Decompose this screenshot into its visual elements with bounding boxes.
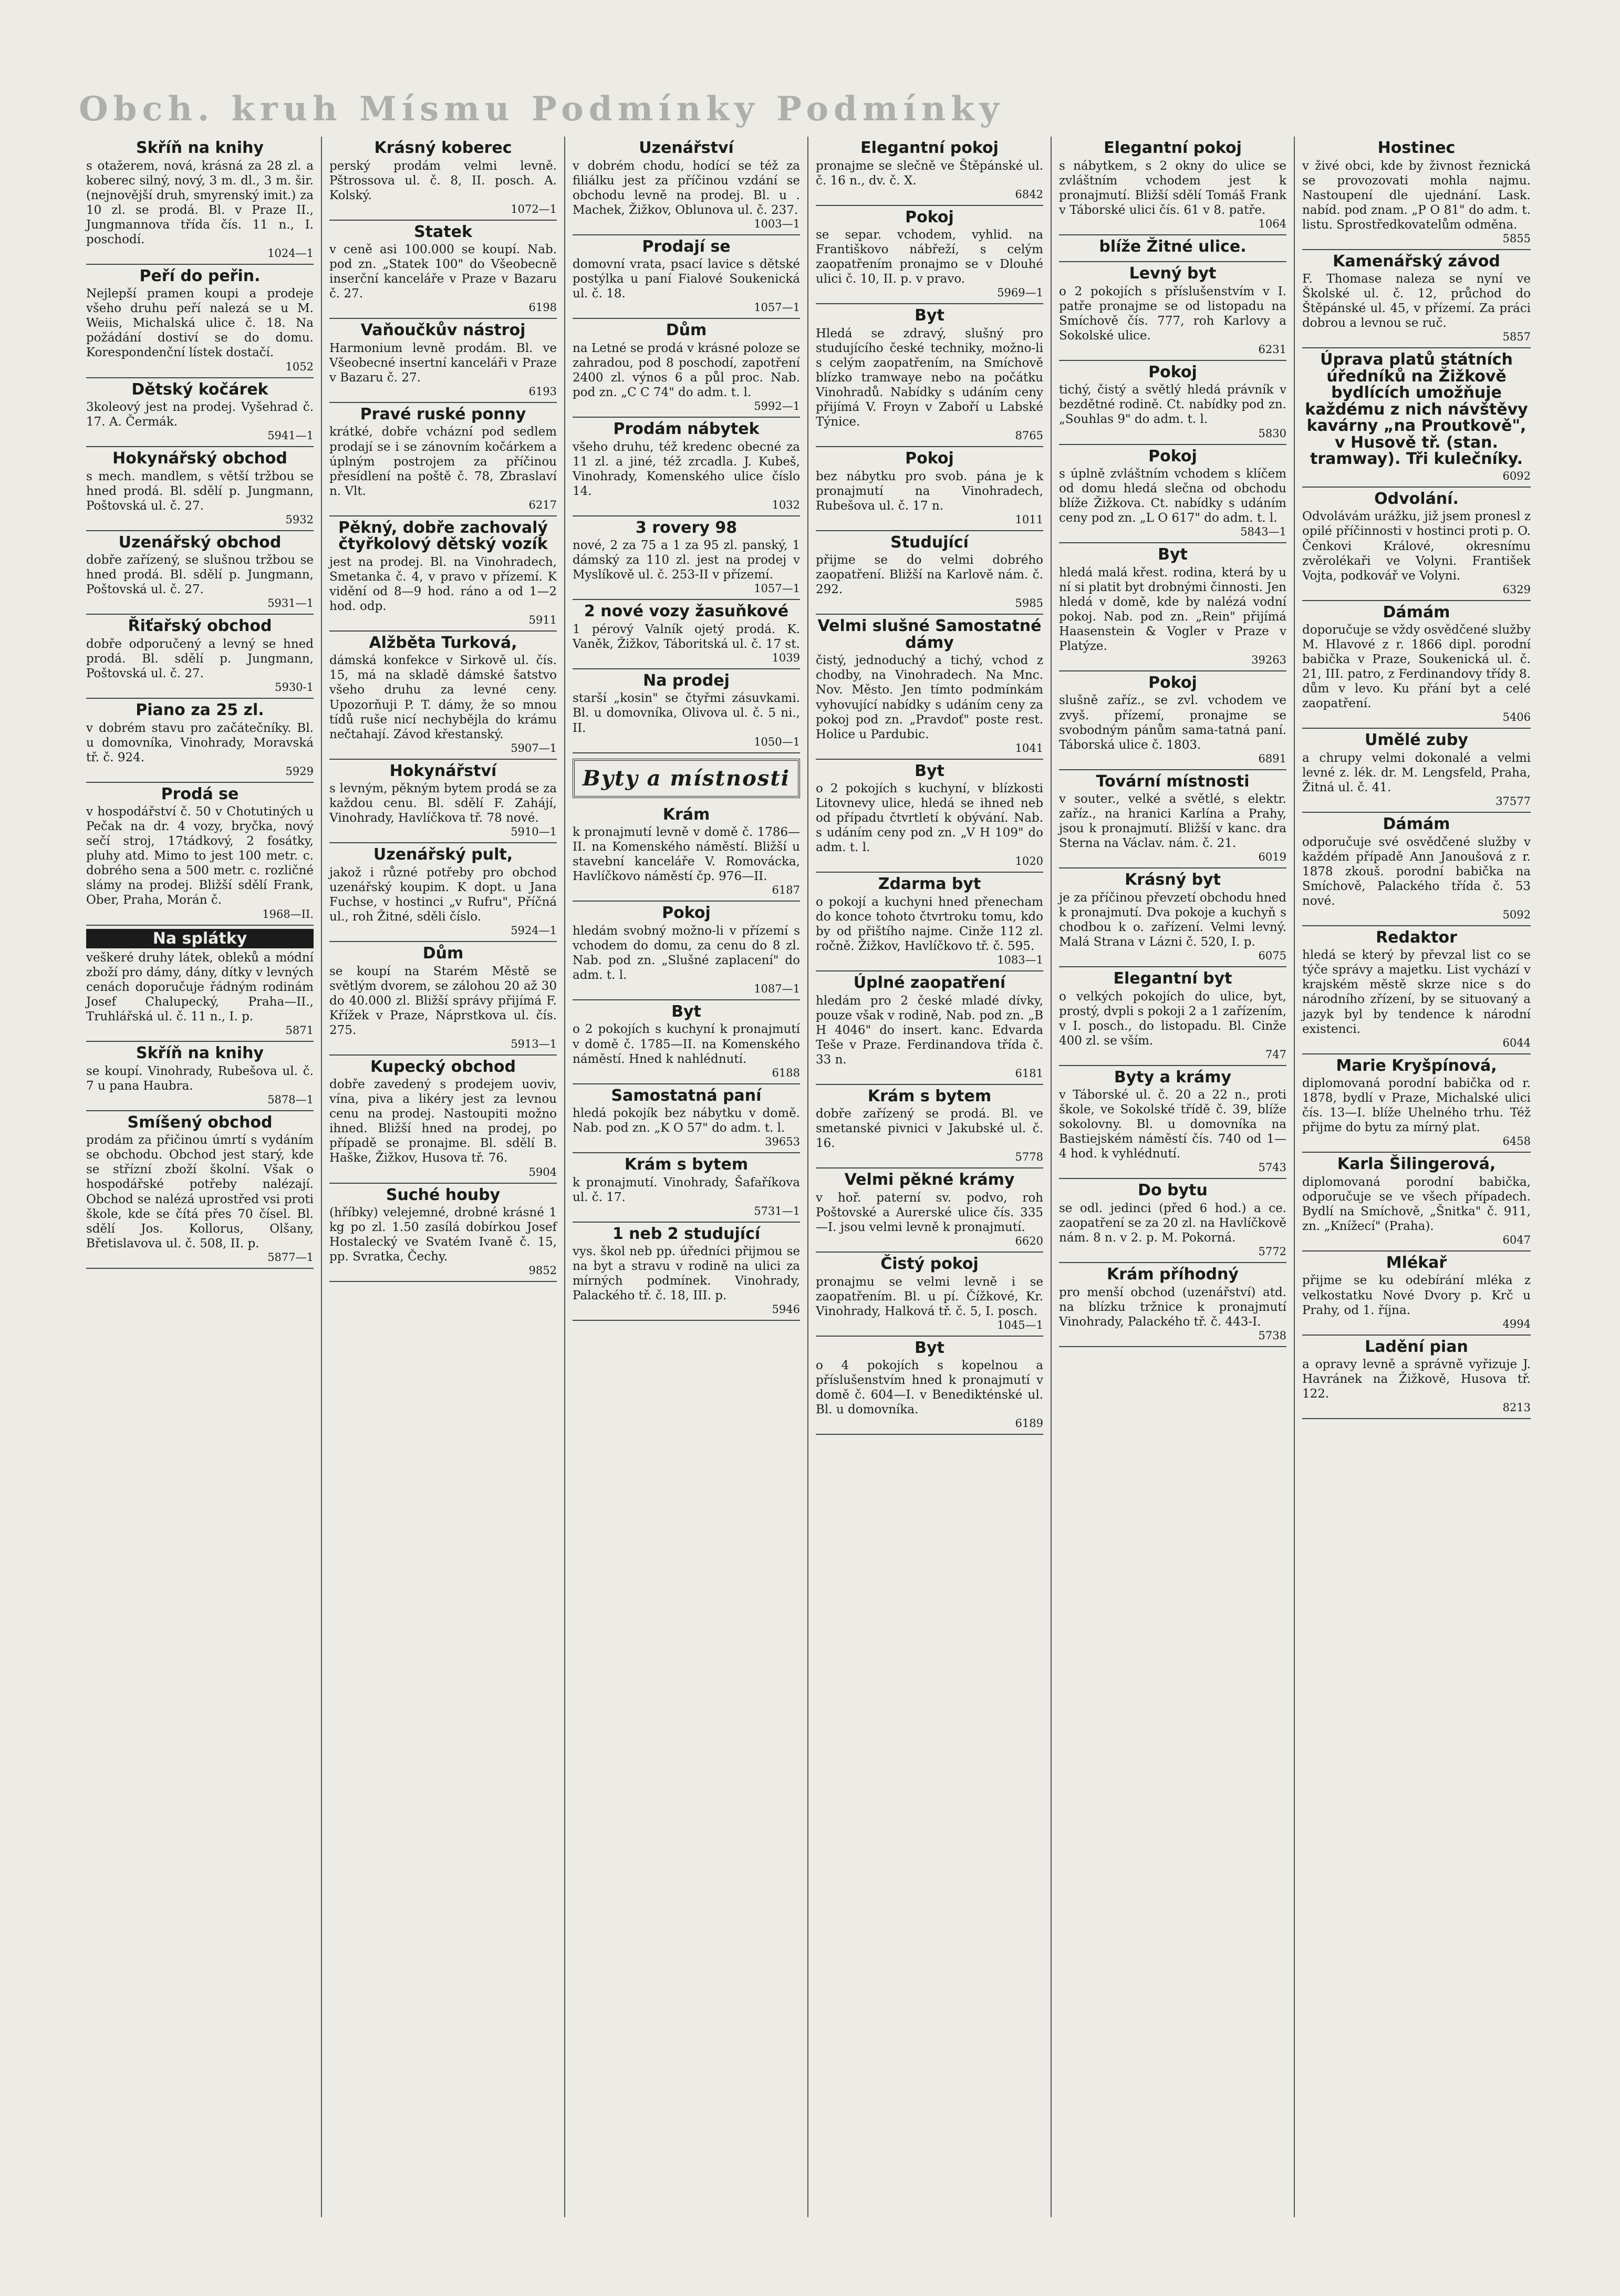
- ad-reference: 5778: [1015, 1151, 1043, 1164]
- classified-ad: [86, 615, 314, 699]
- classified-ad: [86, 926, 314, 1042]
- ad-text: v ceně asi 100.000 se koupí. Nab. pod zn. „Statek 100" do Všeobecně inserční kanceláře v Praze v Bazaru č. 27.: [329, 243, 557, 301]
- ad-heading: Uzenářství: [639, 139, 734, 157]
- classified-ad: [329, 137, 557, 221]
- ad-heading: Studující: [890, 533, 969, 552]
- ad-reference: 5907—1: [511, 741, 557, 754]
- ad-text: s levným, pěkným bytem prodá se za každou cenu. Bl. sdělí F. Zahájí, Vinohrady, Havlíčkova tř. 78 nové.: [329, 782, 557, 825]
- ad-text: se koupí na Starém Městě se světlým dvorem, se zálohou 20 až 30 do 40.000 zl. Bližší správy přijímá F. Křížek v Praze, Náprstkova ul. čís. 275.: [329, 964, 557, 1037]
- ad-reference: 5878—1: [267, 1093, 314, 1106]
- ad-heading: blíže Žitné ulice.: [1099, 237, 1247, 256]
- ad-text: hledá malá křest. rodina, která by u ní si platit byt drobnými činnosti. Jen hledá v domě, kde by nalézá vodní pokoj. Nab. pod zn. „Rein" přijímá Haasenstein & Vogler v Praze v Platýze.: [1059, 565, 1286, 653]
- classified-ad: [1302, 1336, 1531, 1420]
- ad-reference: 1072—1: [511, 202, 557, 215]
- ad-text: dobře zavedený s prodejem uoviv, vína, piva a likéry jest za levnou cenu na prodej. Nastoupiti možno ihned. Bližší hned na prodej, po případě se pronajme. Bl. sdělí B. Haške, Žižkov, Husova tř. 76.: [329, 1078, 557, 1165]
- ad-text: doporučuje se vždy osvědčené služby M. Hlavové z r. 1866 dipl. porodní babička v Praze, Soukenická ul. č. 21, III. patro, z Ferdinandovy třídy 8. dům v levo. Ku přání byt a celé zaopatření.: [1302, 623, 1531, 711]
- classified-ad: [816, 760, 1043, 873]
- ad-heading: Pokoj: [905, 208, 954, 226]
- classified-ad: [329, 760, 557, 844]
- ad-heading: Byt: [1158, 545, 1188, 564]
- classified-ad: [1059, 770, 1286, 869]
- ad-heading: Redaktor: [1376, 928, 1457, 947]
- ad-heading: Byty a krámy: [1114, 1068, 1232, 1087]
- ad-text: dobře zařízený se prodá. Bl. ve smetanské pivnici v Jakubské ul. č. 16.: [816, 1107, 1043, 1151]
- classified-ad: [329, 403, 557, 516]
- classified-columns: [79, 137, 1539, 2217]
- ad-reference: 5932: [285, 513, 314, 526]
- ad-heading: Pokoj: [1148, 447, 1197, 466]
- classified-ad: [816, 615, 1043, 759]
- ad-reference: 5871: [285, 1024, 314, 1037]
- ad-reference: 6620: [1015, 1235, 1043, 1248]
- ad-heading: Samostatná paní: [611, 1086, 762, 1105]
- ad-text: veškeré druhy látek, obleků a módní zboží pro dámy, dány, dítky v levných cenách doporučuje řádným rodinám Josef Chalupecký, Praha—II., Truhlářská ul. č. 11 n., I. p.: [86, 951, 314, 1024]
- ad-heading: Dětský kočárek: [131, 380, 268, 399]
- ad-reference: 6189: [1015, 1417, 1043, 1430]
- ad-reference: 5092: [1502, 908, 1531, 921]
- ad-text: je za příčinou převzetí obchodu hned k pronajmutí. Dva pokoje a kuchyň s chodbou k o. zařízení. Velmi levný. Malá Strana v Lázni č. 520, I. p.: [1059, 891, 1286, 949]
- ad-text: odporučuje své osvědčené služby v každém případě Ann Janoušová z r. 1878 zkouš. porodní babička na Smíchově, Palackého třída č. 53 nové.: [1302, 835, 1531, 908]
- ad-reference: 39653: [765, 1135, 800, 1149]
- ad-text: o pokojí a kuchyni hned přenecham do konce tohoto čtvrtroku tomu, kdo by od přištího najme. Cinže 112 zl. ročně. Žižkov, Havlíčkovo tř. č. 595.: [816, 895, 1043, 954]
- classified-ad: [86, 699, 314, 783]
- ad-heading: Odvolání.: [1374, 489, 1459, 508]
- classified-ad: [1059, 1179, 1286, 1263]
- classified-ad: [573, 418, 800, 516]
- ad-reference: 1024—1: [267, 246, 314, 260]
- ad-reference: 5911: [528, 613, 557, 626]
- ad-text: přijme se do velmi dobrého zaopatření. Bližší na Karlově nám. č. 292.: [816, 553, 1043, 597]
- ad-text: dámská konfekce v Sirkově ul. čís. 15, má na skladě dámské šatstvo všeho druhu za levné ceny. Upozorňuji P. T. dámy, že so mnou tídů ruše nicí nechybějla do krámu nečtahají. Závod křestanský.: [329, 654, 557, 741]
- ad-text: vys. škol neb pp. úředníci přijmou se na byt a stravu v rodině na ulici za mírných podmínek. Vinohrady, Palackého tř. č. 18, III. p.: [573, 1245, 800, 1303]
- classified-ad: [816, 304, 1043, 447]
- ad-heading: Alžběta Turková,: [369, 633, 517, 652]
- ad-heading: Čistý pokoj: [880, 1255, 979, 1274]
- ad-text: F. Thomase naleza se nyní ve Školské ul. č. 12, průchod do Štěpánské ul. 45, v přízemí. Za práci dobrou a levnou se ruč.: [1302, 272, 1531, 330]
- ad-heading: Do bytu: [1138, 1181, 1208, 1200]
- classified-ad: [329, 1184, 557, 1283]
- ad-text: perský prodám velmi levně. Pštrossova ul. č. 8, II. posch. A. Kolský.: [329, 159, 557, 202]
- ad-reference: 5913—1: [511, 1037, 557, 1050]
- classified-ad: [1302, 137, 1531, 250]
- ad-heading: Pokoj: [1148, 363, 1197, 381]
- ad-reference: 5830: [1258, 427, 1286, 440]
- ad-text: Hledá se zdravý, slušný pro studujícího české techniky, možno-li s celým zaopatřením, na Smíchově blízko tramwaye nebo na počátku Vinohradů. Nabídky s udáním ceny přijímá V. Froyn v Zaboří u Labské Týnice.: [816, 326, 1043, 429]
- ad-heading: Velmi pěkné krámy: [844, 1171, 1015, 1190]
- ad-text: diplomovaná porodní babička od r. 1878, bydlí v Praze, Michalské ulici čís. 13—I. blíže Uhelného trhu. Též přijme do bytu za mírný plat.: [1302, 1077, 1531, 1135]
- classified-ad: [1059, 361, 1286, 445]
- ad-reference: 37577: [1496, 795, 1531, 808]
- ad-text: se separ. vchodem, vyhlid. na Františkovo nábřeží, s celým zaopatřením pronajmo se v Dlouhé ulici č. 10, II. p. v pravo.: [816, 228, 1043, 286]
- ad-reference: 5843—1: [1240, 525, 1286, 539]
- classified-ad: [86, 137, 314, 265]
- ad-text: na Letné se prodá v krásné poloze se zahradou, pod 8 poschodí, zapotření 2400 zl. výnos 6 a půl proc. Nab. pod zn. „C C 74" do adm. t. l.: [573, 341, 800, 399]
- ad-text: prodám za přičinou úmrtí s vydáním se obchodu. Obchod jest starý, kde se střízní zboží školní. Však o hospodářské potřeby nalézají. Obchod se nalézá uprostřed vsi proti škole, kde se čítá přes 70 čísel. Bl. sdělí Jos. Kollorus, Olšany, Břetislavova ul. č. 508, II. p.: [86, 1133, 314, 1250]
- classified-ad: [573, 1084, 800, 1154]
- classified-ad: [573, 902, 800, 1000]
- classified-ad: [816, 971, 1043, 1085]
- classified-ad: [329, 632, 557, 760]
- ad-heading: Pěkný, dobře zachovalý čtyřkolový dětský vozík: [338, 518, 548, 554]
- ad-reference: 5931—1: [267, 597, 314, 610]
- classified-ad: [329, 221, 557, 319]
- ad-text: se odl. jedinci (před 6 hod.) a ce. zaopatření se za 20 zl. na Havlíčkově nám. 8 n. v 2. p. M. Pokorná.: [1059, 1201, 1286, 1245]
- ad-text: všeho druhu, též kredenc obecné za 11 zl. a jiné, též zrcadla. J. Kubeš, Vinohrady, Komenského ulice číslo 14.: [573, 440, 800, 498]
- column-1: [79, 137, 322, 2217]
- ad-heading: Piano za 25 zl.: [136, 701, 264, 720]
- ad-heading: Suché houby: [386, 1185, 501, 1204]
- classified-ad: [573, 235, 800, 319]
- ad-reference: 1032: [772, 498, 800, 511]
- ad-text: bez nábytku pro svob. pána je k pronajmutí na Vinohradech, Rubešova ul. č. 17 n.: [816, 469, 1043, 513]
- classified-ad: [86, 1111, 314, 1269]
- classified-ad: [816, 447, 1043, 531]
- ad-reference: 6198: [528, 301, 557, 314]
- ad-heading: Dům: [422, 944, 464, 963]
- ad-heading: 1 neb 2 studující: [612, 1224, 761, 1243]
- ad-text: hledá se který by převzal list co se týče správy a majetku. List vychází v krajském městě skrze nice s do národního zřízení, by se situovaný a jazyk byl by tendence k národní existenci.: [1302, 948, 1531, 1036]
- ad-heading: Řiťařský obchod: [128, 617, 272, 636]
- ad-reference: 5969—1: [997, 286, 1043, 299]
- classified-ad: [329, 319, 557, 403]
- ad-reference: 5904: [528, 1165, 557, 1178]
- ad-heading: Ladění pian: [1365, 1337, 1468, 1356]
- classified-ad: [816, 531, 1043, 615]
- ad-reference: 5877—1: [267, 1250, 314, 1264]
- ad-text: hledá pokojík bez nábytku v domě. Nab. pod zn. „K O 57" do adm. t. l.: [573, 1106, 800, 1135]
- ad-heading: Uzenářský pult,: [373, 845, 513, 864]
- ad-text: v hospodářství č. 50 v Chotutiných u Pečak na dr. 4 vozy, bryčka, nový sečí stroj, 17tádkový, 2 fosátky, pluhy atd. Mimo to jest 100 metr. c. dobrého sena a 500 metr. c. rozličné slámy na prodej. Bližší sdělí Frank, Ober, Praha, Morán č.: [86, 805, 314, 907]
- classified-ad: [1059, 1263, 1286, 1347]
- ad-reference: 1057—1: [754, 301, 800, 314]
- ad-heading: Zdarma byt: [878, 875, 981, 894]
- ad-heading: Tovární místnosti: [1096, 772, 1250, 791]
- ad-text: 3koleový jest na prodej. Vyšehrad č. 17. A. Čermák.: [86, 400, 314, 429]
- ad-reference: 5930-1: [275, 681, 314, 694]
- ad-reference: 5731—1: [754, 1204, 800, 1217]
- ad-text: s úplně zvláštním vchodem s klíčem od domu hledá slečna od obchodu blíže Žižkova. Ct. nabídky s udáním ceny pod zn. „L O 617" do adm. t. l.: [1059, 467, 1286, 525]
- ad-heading: Elegantní pokoj: [1104, 139, 1242, 157]
- ad-reference: 1083—1: [997, 954, 1043, 967]
- classified-ad: [573, 516, 800, 601]
- ad-text: se koupí. Vinohrady, Rubešova ul. č. 7 u pana Haubra.: [86, 1064, 314, 1093]
- ad-heading: Umělé zuby: [1365, 731, 1468, 750]
- ad-heading: Skříň na knihy: [136, 139, 264, 157]
- ad-reference: 6188: [772, 1066, 800, 1079]
- ad-reference: 6231: [1258, 343, 1286, 356]
- ad-heading: Levný byt: [1129, 264, 1217, 283]
- ad-reference: 5946: [772, 1303, 800, 1316]
- ad-text: pro menší obchod (uzenářství) atd. na blízku tržnice k pronajmutí Vinohrady, Palackého tř. č. 443-I.: [1059, 1285, 1286, 1329]
- ad-text: čistý, jednoduchý a tichý, vchod z chodby, na Vinohradech. Na Mnc. Nov. Město. Jen tímto podmínkám vyhovující nabídky s udáním ceny za pokoj pod zn. „Pravdoť" poste rest. Holice u Pardubic.: [816, 654, 1043, 741]
- ad-reference: 5910—1: [511, 825, 557, 839]
- classified-ad: [1302, 1252, 1531, 1336]
- ad-reference: 6842: [1015, 188, 1043, 201]
- ad-text: v živé obci, kde by živnost řeznická se provozovati mohla najmu. Nastoupení dle ujednání. Lask. nabíd. pod znam. „P O 81" do adm. t. listu. Sprostředkovatelům odměna.: [1302, 159, 1531, 232]
- classified-ad: [86, 783, 314, 926]
- ad-heading: Uzenářský obchod: [118, 533, 282, 552]
- ad-reference: 1041: [1015, 741, 1043, 754]
- ad-text: k pronajmutí levně v domě č. 1786—II. na Komenského náměstí. Bližší u stavební kanceláře V. Romovácka, Havlíčkovo náměstí čp. 976—II.: [573, 825, 800, 884]
- ad-text: dobře odporučený a levný se hned prodá. Bl. sdělí p. Jungmann, Poštovská ul. č. 27.: [86, 637, 314, 680]
- column-2: [322, 137, 565, 2217]
- ad-reference: 1064: [1258, 217, 1286, 230]
- ad-reference: 5406: [1502, 711, 1531, 724]
- column-6: [1295, 137, 1538, 2217]
- classified-ad: [1302, 1153, 1531, 1252]
- classified-ad: [1302, 813, 1531, 926]
- ad-heading: Dámám: [1383, 603, 1450, 622]
- classified-ad: [816, 1253, 1043, 1337]
- ad-reference: 8213: [1502, 1401, 1531, 1414]
- classified-ad: [1302, 250, 1531, 349]
- classified-ad: [1059, 868, 1286, 967]
- ad-text: krátké, dobře vcházní pod sedlem prodají se i se zánovním kočárkem a úplným postrojem za příčinou přesídlení na poště č. 78, Zbraslaví n. Vlt.: [329, 425, 557, 498]
- ad-reference: 4994: [1502, 1317, 1531, 1330]
- ad-heading: Úprava platů státních úředníků na Žižkově bydlících umožňuje každému z nich návštěvy kavárny „na Proutkově", v Husově tř. (stan. tramway). Tři kulečníky.: [1305, 350, 1528, 469]
- ad-reference: 9852: [528, 1264, 557, 1277]
- ad-heading: Kamenářský závod: [1333, 252, 1500, 271]
- classified-ad: [86, 1042, 314, 1111]
- ad-reference: 6193: [528, 385, 557, 398]
- ad-text: v souter., velké a světlé, s elektr. zaříz., na hranici Karlína a Prahy, jsou k pronajmutí. Bližší v kanc. dra Sterna na Václav. nám. č. 21.: [1059, 792, 1286, 851]
- classified-ad: [86, 447, 314, 531]
- ad-reference: 5855: [1502, 232, 1531, 245]
- classified-ad: [1059, 967, 1286, 1066]
- ad-reference: 5929: [285, 764, 314, 778]
- page-header-watermark: Obch. kruh Mísmu Podmínky Podmínky: [79, 89, 1004, 129]
- ad-reference: 6217: [528, 498, 557, 511]
- ad-heading: Karla Šilingerová,: [1337, 1155, 1496, 1174]
- ad-heading: Krám s bytem: [624, 1155, 749, 1174]
- classified-ad: [573, 137, 800, 235]
- ad-text: tichý, čistý a světlý hledá právník v bezdětné rodině. Ct. nabídky pod zn. „Souhlas 9" do adm. t. l.: [1059, 383, 1286, 427]
- ad-heading: Elegantní byt: [1113, 969, 1232, 988]
- ad-reference: 5985: [1015, 597, 1043, 610]
- ad-reference: 6019: [1258, 851, 1286, 864]
- ad-text: diplomovaná porodní babička, odporučuje se ve všech případech. Bydlí na Smíchově, „Šnitka" č. 911, zn. „Knížecí" (Praha).: [1302, 1175, 1531, 1233]
- ad-heading: Byt: [915, 1338, 944, 1357]
- classified-ad: [816, 1337, 1043, 1435]
- classified-ad: [816, 1168, 1043, 1253]
- ad-heading: Peří do peřin.: [139, 266, 261, 285]
- classified-ad: [1059, 262, 1286, 361]
- ad-reference: 5924—1: [511, 924, 557, 937]
- ad-text: pronajmu se velmi levně i se zaopatřením. Bl. u pí. Čížkové, Kr. Vinohrady, Halková tř. č. 5, I. posch.: [816, 1275, 1043, 1318]
- ad-heading: Statek: [414, 222, 472, 241]
- ad-heading: Na splátky: [86, 929, 314, 949]
- classified-ad: [573, 1153, 800, 1223]
- ad-heading: Krám: [662, 805, 710, 824]
- ad-text: v Táborské ul. č. 20 a 22 n., proti škole, ve Sokolské třídě č. 39, blíže sokolovny. Bl. u domovníka na Bastiejském náměstí čís. 740 od 1—4 hod. k vyhlédnutí.: [1059, 1088, 1286, 1161]
- classified-ad: [1302, 488, 1531, 601]
- ad-text: s mech. mandlem, s větší tržbou se hned prodá. Bl. sdělí p. Jungmann, Poštovská ul. č. 27.: [86, 469, 314, 513]
- ad-heading: Krásný byt: [1125, 871, 1221, 890]
- ad-text: o velkých pokojích do ulice, byt, prostý, dvpli s pokoji 2 a 1 zařízením, v I. posch., do listopadu. Bl. Cinže 400 zl. se vším.: [1059, 989, 1287, 1048]
- classified-ad: [816, 1085, 1043, 1169]
- ad-heading: Vaňoučkův nástroj: [360, 321, 526, 340]
- ad-heading: Prodá se: [161, 784, 239, 803]
- ad-heading: Mlékař: [1386, 1253, 1447, 1272]
- classified-ad: [573, 1000, 800, 1084]
- ad-text: s otažerem, nová, krásná za 28 zl. a koberec silný, nový, 3 m. dl., 3 m. šir. (nejnovější druh, smyrenský imit.) za 10 zl. se prodá. Bl. v Praze II., Jungmannova třída čís. 11 n., I. poschodí.: [86, 159, 314, 246]
- ad-heading: Dům: [666, 321, 707, 340]
- ad-reference: 6047: [1502, 1233, 1531, 1246]
- ad-heading: Krásný koberec: [374, 139, 512, 157]
- ad-reference: 5941—1: [267, 429, 314, 442]
- ad-reference: 1003—1: [754, 217, 800, 230]
- ad-text: o 4 pokojích s kopelnou a příslušenstvím hned k pronajmutí v domě č. 604—I. v Benedikténské ul. Bl. u domovníka.: [816, 1359, 1043, 1417]
- ad-reference: 5743: [1258, 1161, 1286, 1174]
- ad-reference: 1050—1: [754, 735, 800, 748]
- classified-ad: [1059, 543, 1286, 671]
- ad-heading: Byt: [671, 1002, 701, 1021]
- ad-text: v hoř. paterní sv. podvo, roh Poštovské a Aurerské ulice čís. 335—I. jsou velmi levně k pronajmutí.: [816, 1191, 1043, 1235]
- classified-ad: [1059, 1066, 1286, 1180]
- ad-heading: Smíšený obchod: [127, 1113, 273, 1132]
- classified-ad: [329, 516, 557, 632]
- classified-ad: [329, 843, 557, 942]
- ad-text: hledám svobný možno-li v přízemí s vchodem do domu, za cenu do 8 zl. Nab. pod zn. „Slušné zaplacení" do adm. t. l.: [573, 924, 800, 982]
- ad-reference: 1087—1: [754, 982, 800, 995]
- ad-reference: 1052: [285, 360, 314, 373]
- classified-ad: [816, 873, 1043, 971]
- ad-reference: 1057—1: [754, 582, 800, 595]
- classified-ad: [86, 265, 314, 378]
- ad-heading: Velmi slušné Samostatné dámy: [817, 617, 1042, 652]
- ad-text: hledám pro 2 české mladé dívky, pouze však v rodině, Nab. pod zn. „B H 4046" do insert. kanc. Edvarda Teše v Praze. Ferdinandova třída č. 33 n.: [816, 994, 1043, 1067]
- ad-reference: 6181: [1015, 1067, 1043, 1080]
- ad-text: dobře zařízený, se slušnou tržbou se hned prodá. Bl. sdělí p. Jungmann, Poštovská ul. č. 27.: [86, 553, 314, 597]
- ad-reference: 1020: [1015, 855, 1043, 868]
- ad-reference: 747: [1265, 1048, 1286, 1061]
- classified-ad: [1302, 729, 1531, 813]
- ad-heading: Na prodej: [643, 671, 730, 690]
- ad-text: a opravy levně a správně vyřizuje J. Havránek na Žižkově, Husova tř. 122.: [1302, 1358, 1531, 1401]
- ad-heading: Úplné zaopatření: [853, 974, 1006, 992]
- ad-heading: 3 rovery 98: [635, 518, 738, 537]
- ad-heading: Prodám nábytek: [613, 420, 760, 439]
- column-4: [808, 137, 1052, 2217]
- ad-text: a chrupy velmi dokonalé a velmi levné z. lék. dr. M. Lengsfeld, Praha, Žitná ul. č. 41.: [1302, 751, 1531, 795]
- ad-reference: 5857: [1502, 330, 1531, 344]
- ad-text: Harmonium levně prodám. Bl. ve Všeobecné insertní kanceláři v Praze v Bazaru č. 27.: [329, 341, 557, 385]
- classified-ad: [1302, 348, 1531, 488]
- ad-text: s nábytkem, s 2 okny do ulice se zvláštním vchodem jest k pronajmutí. Bližší sdělí Tomáš Frank v Táborské ulici čís. 61 v 8. patře.: [1059, 159, 1286, 217]
- ad-heading: Elegantní pokoj: [860, 139, 999, 157]
- ad-text: o 2 pokojích s příslušenstvím v I. patře pronajme se od listopadu na Smíchově čís. 777, roh Karlovy a Sokolské ulice.: [1059, 284, 1286, 343]
- ad-reference: 5738: [1258, 1329, 1286, 1342]
- ad-heading: Hostinec: [1377, 139, 1456, 157]
- classified-ad: [573, 1223, 800, 1321]
- classified-ad: [1059, 235, 1286, 263]
- ad-text: domovní vrata, psací lavice s dětské postýlka u paní Fialové Soukenická ul. č. 18.: [573, 257, 800, 301]
- ad-heading: 2 nové vozy žasuňkové: [584, 602, 789, 621]
- ad-text: k pronajmutí. Vinohrady, Šafaříkova ul. č. 17.: [573, 1175, 800, 1204]
- ad-text: 1 pérový Valník ojetý prodá. K. Vaněk, Žižkov, Táboritská ul. č. 17 st.: [573, 622, 800, 651]
- classified-ad: [1302, 926, 1531, 1054]
- ad-text: jest na prodej. Bl. na Vinohradech, Smetanka č. 4, v pravo v přízemí. K vidění od 8—9 hod. ráno a od 1—2 hod. odp.: [329, 555, 557, 613]
- ad-text: jakož i různé potřeby pro obchod uzenářský koupim. K dopt. u Jana Fuchse, v hostinci „v Rufru", Příčná ul., roh Žitné, sděli číslo.: [329, 865, 557, 924]
- ad-heading: Pokoj: [1148, 673, 1197, 692]
- classified-ad: [329, 1056, 557, 1184]
- ad-text: starší „kosin" se čtyřmi zásuvkami. Bl. u domovníka, Olivova ul. č. 5 ni., II.: [573, 691, 800, 735]
- ad-text: o 2 pokojích s kuchyní k pronajmutí v domě č. 1785—II. na Komenského náměstí. Hned k nahlédnutí.: [573, 1022, 800, 1066]
- classified-ad: [1059, 137, 1286, 235]
- classified-ad: [816, 137, 1043, 206]
- classified-ad: [1059, 445, 1286, 544]
- ad-text: pronajme se slečně ve Štěpánské ul. č. 16 n., dv. č. X.: [816, 159, 1043, 188]
- ad-text: (hříbky) velejemné, drobné krásné 1 kg po zl. 1.50 zasílá dobírkou Josef Hostalecký ve Svatém Ivaně č. 15, pp. Svratka, Čechy.: [329, 1206, 557, 1264]
- classified-ad: [86, 531, 314, 615]
- ad-text: o 2 pokojích s kuchyní, v blízkosti Litovnevy ulice, hledá se ihned neb od případu čtvrtletí k obývání. Nab. s udáním ceny pod zn. „V H 109" do adm. t. l.: [816, 782, 1043, 855]
- ad-heading: Byt: [915, 761, 944, 780]
- ad-text: přijme se ku odebírání mléka z velkostatku Nové Dvory p. Krč u Prahy, od 1. října.: [1302, 1274, 1531, 1317]
- classified-ad: [573, 600, 800, 669]
- ad-heading: Krám s bytem: [867, 1087, 992, 1105]
- column-3: [565, 137, 808, 2217]
- ad-heading: Dámám: [1383, 815, 1450, 834]
- classified-ad: [573, 319, 800, 418]
- ad-reference: 6044: [1502, 1036, 1531, 1049]
- ad-text: Odvolávám urážku, již jsem pronesl z opilé příčinnosti v hostinci proti p. O. Čenkovi Králové, okresnímu zvěrolékaři ve Volyni. František Vojta, podkovář ve Volyni.: [1302, 510, 1531, 583]
- ad-text: slušně zaříz., se zvl. vchodem ve zvyš. přízemí, pronajme se svobodným pánům sama-tatná paní. Táborská ulice č. 1803.: [1059, 694, 1286, 752]
- ad-reference: 39263: [1251, 653, 1286, 666]
- ad-heading: Hokynářství: [389, 761, 497, 780]
- ad-reference: 6329: [1502, 583, 1531, 596]
- ad-heading: Krám příhodný: [1107, 1265, 1239, 1284]
- ad-text: v dobrém stavu pro začátečníky. Bl. u domovníka, Vinohrady, Moravská tř. č. 924.: [86, 721, 314, 764]
- ad-reference: 6092: [1502, 469, 1531, 482]
- classified-ad: [816, 206, 1043, 305]
- ad-reference: 5992—1: [754, 400, 800, 413]
- ad-reference: 1045—1: [997, 1318, 1043, 1331]
- ad-heading: Pravé ruské ponny: [360, 405, 526, 423]
- ad-heading: Prodají se: [642, 237, 731, 256]
- ad-heading: Byt: [915, 306, 944, 325]
- classified-ad: [573, 803, 800, 902]
- ad-text: v dobrém chodu, hodící se též za filiálku jest za příčinou vzdání se obchodu levně na prodej. Bl. u . Machek, Žižkov, Oblunova ul. č. 237.: [573, 159, 800, 217]
- classified-ad: [329, 942, 557, 1056]
- ad-heading: Kupecký obchod: [370, 1057, 516, 1076]
- classified-ad: [573, 669, 800, 753]
- ad-heading: Pokoj: [662, 904, 711, 923]
- column-5: [1052, 137, 1295, 2217]
- classified-ad: [1302, 1054, 1531, 1153]
- section-title-byty: Byty a místnosti: [573, 759, 800, 798]
- ad-reference: 6891: [1258, 752, 1286, 765]
- ad-reference: 6187: [772, 884, 800, 897]
- ad-reference: 1968—II.: [262, 907, 314, 921]
- ad-reference: 8765: [1015, 429, 1043, 442]
- ad-reference: 6458: [1502, 1135, 1531, 1148]
- ad-reference: 5772: [1258, 1245, 1286, 1258]
- ad-heading: Skříň na knihy: [136, 1044, 264, 1063]
- ad-reference: 1039: [772, 651, 800, 664]
- ad-reference: 1011: [1015, 513, 1043, 526]
- classified-ad: [1059, 671, 1286, 770]
- ad-heading: Marie Kryšpínová,: [1336, 1056, 1497, 1075]
- classified-ad: [1302, 601, 1531, 729]
- ad-heading: Hokynářský obchod: [112, 449, 287, 468]
- ad-reference: 6075: [1258, 949, 1286, 963]
- ad-text: nové, 2 za 75 a 1 za 95 zl. panský, 1 dámský za 110 zl. jest na prodej v Myslíkově ul. č. 253-II v přízemí.: [573, 539, 800, 582]
- ad-text: Nejlepší pramen koupi a prodeje všeho druhu peří nalezá se u M. Weiis, Michalská ulice č. 18. Na požádání dostiví se do domu. Korespondenční lístek dostačí.: [86, 287, 314, 360]
- classified-ad: [86, 378, 314, 448]
- ad-heading: Pokoj: [905, 449, 954, 468]
